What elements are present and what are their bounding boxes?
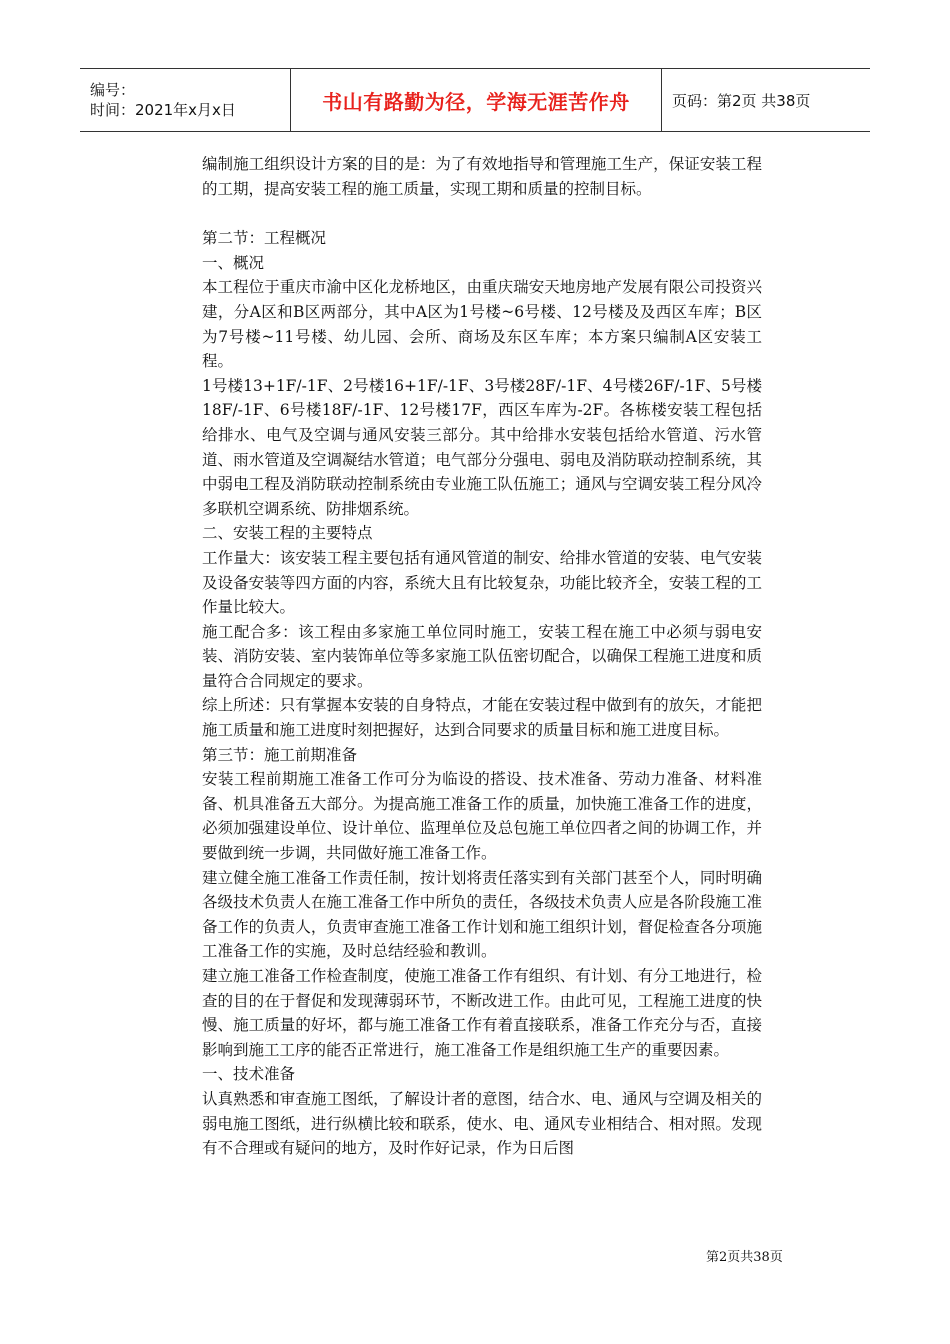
- paragraph: 认真熟悉和审查施工图纸，了解设计者的意图，结合水、电、通风与空调及相关的弱电施工图纸，进行纵横比较和联系，使水、电、通风专业相结合、相对照。发现有不合理或有疑问的地方，及时作好记录，作为日后图: [202, 1089, 762, 1158]
- subsection-heading: 一、概况: [202, 253, 265, 272]
- document-body: [202, 152, 762, 1161]
- section-heading: 第二节：工程概况: [202, 229, 327, 248]
- paragraph: 安装工程前期施工准备工作可分为临设的搭设、技术准备、劳动力准备、材料准备、机具准备五大部分。为提高施工准备工作的质量，加快施工准备工作的进度，必须加强建设单位、设计单位、监理单位及总包施工单位四者之间的协调工作，并要做到统一步调，共同做好施工准备工作。: [202, 770, 762, 863]
- section-heading: 第三节：施工前期准备: [202, 745, 358, 764]
- header-page-number: 页码：第2页 共38页: [672, 91, 811, 110]
- header-motto: 书山有路勤为径，学海无涯苦作舟: [322, 89, 630, 114]
- footer-page-number: 第2页共38页: [706, 1250, 783, 1265]
- subsection-heading: 一、技术准备: [202, 1065, 296, 1084]
- header-page-cell: [662, 69, 870, 131]
- header-meta: [80, 69, 290, 131]
- header-motto-cell: [290, 69, 662, 131]
- paragraph: 1号楼13+1F/-1F、2号楼16+1F/-1F、3号楼28F/-1F、4号楼26F/-1F、5号楼18F/-1F、6号楼18F/-1F、12号楼17F，西区车库为-2F。各栋楼安装工程包括给排水、电气及空调与通风安装三部分。其中给排水安装包括给水管道、污水管道、雨水管道及空调凝结水管道；电气部分分强电、弱电及消防联动控制系统，其中弱电工程及消防联动控制系统由专业施工队伍施工；通风与空调安装工程分风冷多联机空调系统、防排烟系统。: [202, 376, 762, 518]
- paragraph: 建立健全施工准备工作责任制，按计划将责任落实到有关部门甚至个人，同时明确各级技术负责人在施工准备工作中所负的责任，各级技术负责人应是各阶段施工准备工作的负责人，负责审查施工准备工作计划和施工组织计划，督促检查各分项施工准备工作的实施，及时总结经验和教训。: [202, 868, 762, 961]
- document-time-label: 时间：2021年x月x日: [90, 101, 236, 119]
- paragraph: 本工程位于重庆市渝中区化龙桥地区，由重庆瑞安天地房地产发展有限公司投资兴建，分A区和B区两部分，其中A区为1号楼~6号楼、12号楼及及西区车库；B区为7号楼~11号楼、幼儿园、会所、商场及东区车库；本方案只编制A区安装工程。: [202, 278, 762, 371]
- paragraph: 施工配合多：该工程由多家施工单位同时施工，安装工程在施工中必须与弱电安装、消防安装、室内装饰单位等多家施工队伍密切配合，以确保工程施工进度和质量符合合同规定的要求。: [202, 622, 762, 690]
- page-header: [80, 68, 870, 132]
- paragraph: 综上所述：只有掌握本安装的自身特点，才能在安装过程中做到有的放矢，才能把施工质量和施工进度时刻把握好，达到合同要求的质量目标和施工进度目标。: [202, 696, 762, 740]
- paragraph: 工作量大：该安装工程主要包括有通风管道的制安、给排水管道的安装、电气安装及设备安装等四方面的内容，系统大且有比较复杂，功能比较齐全，安装工程的工作量比较大。: [202, 548, 762, 617]
- document-number-label: 编号：: [90, 81, 136, 99]
- page-footer: [706, 1246, 783, 1265]
- paragraph: 编制施工组织设计方案的目的是：为了有效地指导和管理施工生产，保证安装工程的工期，提高安装工程的施工质量，实现工期和质量的控制目标。: [202, 155, 762, 198]
- paragraph: 建立施工准备工作检查制度，使施工准备工作有组织、有计划、有分工地进行，检查的目的在于督促和发现薄弱环节，不断改进工作。由此可见，工程施工进度的快慢、施工质量的好坏，都与施工准备工作有着直接联系，准备工作充分与否，直接影响到施工工序的能否正常进行，施工准备工作是组织施工生产的重要因素。: [202, 967, 762, 1059]
- subsection-heading: 二、安装工程的主要特点: [202, 524, 373, 543]
